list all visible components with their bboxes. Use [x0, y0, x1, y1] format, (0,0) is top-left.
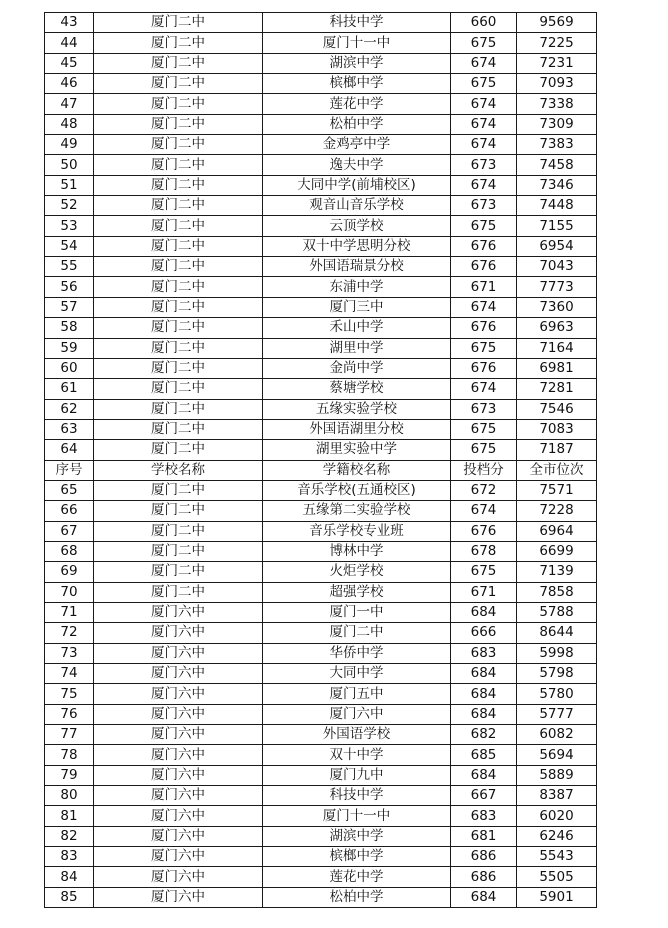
table-row: [45, 53, 597, 73]
cell-score: 675: [451, 338, 517, 358]
cell-registered-school: 厦门一中: [263, 602, 451, 622]
cell-registered-school: 云顶学校: [263, 216, 451, 236]
cell-city-rank: 5505: [517, 867, 597, 887]
table-row: [45, 582, 597, 602]
table-row: [45, 562, 597, 582]
cell-registered-school: 湖里实验中学: [263, 440, 451, 460]
cell-registered-school: 大同中学: [263, 664, 451, 684]
cell-score: 675: [451, 216, 517, 236]
cell-registered-school: 东浦中学: [263, 277, 451, 297]
cell-no: 55: [45, 257, 94, 277]
cell-city-rank: 6964: [517, 521, 597, 541]
cell-no: 84: [45, 867, 94, 887]
cell-school-name: 厦门六中: [94, 704, 263, 724]
cell-score: 672: [451, 480, 517, 500]
cell-city-rank: 5889: [517, 765, 597, 785]
cell-school-name: 厦门六中: [94, 806, 263, 826]
cell-school-name: 厦门二中: [94, 318, 263, 338]
cell-registered-school: 厦门五中: [263, 684, 451, 704]
cell-no: 73: [45, 643, 94, 663]
cell-city-rank: 7228: [517, 501, 597, 521]
cell-score: 683: [451, 643, 517, 663]
cell-no: 68: [45, 541, 94, 561]
table-row: [45, 745, 597, 765]
cell-score: 667: [451, 786, 517, 806]
table-row: [45, 155, 597, 175]
cell-city-rank: 6246: [517, 826, 597, 846]
cell-score: 682: [451, 725, 517, 745]
cell-registered-school: 槟榔中学: [263, 74, 451, 94]
header-score: 投档分: [451, 460, 517, 480]
cell-city-rank: 9569: [517, 13, 597, 33]
cell-score: 678: [451, 541, 517, 561]
cell-no: 77: [45, 725, 94, 745]
cell-score: 684: [451, 887, 517, 907]
header-school-name: 学校名称: [94, 460, 263, 480]
cell-city-rank: 6082: [517, 725, 597, 745]
cell-city-rank: 5777: [517, 704, 597, 724]
cell-score: 675: [451, 440, 517, 460]
cell-score: 671: [451, 582, 517, 602]
cell-score: 684: [451, 602, 517, 622]
table-row: [45, 114, 597, 134]
cell-school-name: 厦门六中: [94, 623, 263, 643]
cell-no: 43: [45, 13, 94, 33]
cell-registered-school: 双十中学: [263, 745, 451, 765]
cell-registered-school: 音乐学校专业班: [263, 521, 451, 541]
cell-no: 82: [45, 826, 94, 846]
table-row: [45, 501, 597, 521]
cell-city-rank: 6699: [517, 541, 597, 561]
cell-no: 80: [45, 786, 94, 806]
cell-score: 676: [451, 358, 517, 378]
cell-no: 48: [45, 114, 94, 134]
cell-no: 52: [45, 196, 94, 216]
table-row: [45, 867, 597, 887]
table-row: [45, 521, 597, 541]
cell-registered-school: 双十中学思明分校: [263, 236, 451, 256]
cell-registered-school: 超强学校: [263, 582, 451, 602]
table-row: [45, 33, 597, 53]
cell-no: 74: [45, 664, 94, 684]
cell-score: 675: [451, 33, 517, 53]
cell-score: 671: [451, 277, 517, 297]
table-row: [45, 135, 597, 155]
cell-city-rank: 7139: [517, 562, 597, 582]
cell-no: 50: [45, 155, 94, 175]
cell-registered-school: 金尚中学: [263, 358, 451, 378]
cell-school-name: 厦门二中: [94, 338, 263, 358]
cell-school-name: 厦门二中: [94, 501, 263, 521]
cell-no: 83: [45, 847, 94, 867]
cell-city-rank: 8387: [517, 786, 597, 806]
table-row: [45, 847, 597, 867]
cell-registered-school: 外国语湖里分校: [263, 419, 451, 439]
cell-score: 686: [451, 867, 517, 887]
cell-registered-school: 五缘实验学校: [263, 399, 451, 419]
cell-no: 69: [45, 562, 94, 582]
cell-city-rank: 6981: [517, 358, 597, 378]
cell-registered-school: 厦门十一中: [263, 33, 451, 53]
header-registered-school: 学籍校名称: [263, 460, 451, 480]
table-row: [45, 480, 597, 500]
cell-school-name: 厦门二中: [94, 196, 263, 216]
cell-score: 674: [451, 501, 517, 521]
table-row: [45, 379, 597, 399]
cell-registered-school: 槟榔中学: [263, 847, 451, 867]
table-row: [45, 175, 597, 195]
cell-no: 72: [45, 623, 94, 643]
cell-school-name: 厦门二中: [94, 53, 263, 73]
table-row: [45, 643, 597, 663]
cell-city-rank: 7043: [517, 257, 597, 277]
cell-school-name: 厦门六中: [94, 602, 263, 622]
cell-no: 60: [45, 358, 94, 378]
cell-school-name: 厦门二中: [94, 33, 263, 53]
cell-no: 76: [45, 704, 94, 724]
cell-no: 45: [45, 53, 94, 73]
cell-school-name: 厦门二中: [94, 155, 263, 175]
table-row: [45, 623, 597, 643]
cell-no: 59: [45, 338, 94, 358]
cell-score: 675: [451, 562, 517, 582]
cell-registered-school: 科技中学: [263, 13, 451, 33]
cell-school-name: 厦门二中: [94, 541, 263, 561]
cell-registered-school: 厦门十一中: [263, 806, 451, 826]
cell-registered-school: 蔡塘学校: [263, 379, 451, 399]
cell-school-name: 厦门二中: [94, 440, 263, 460]
cell-registered-school: 湖滨中学: [263, 53, 451, 73]
cell-score: 684: [451, 765, 517, 785]
cell-city-rank: 7225: [517, 33, 597, 53]
table-row: [45, 297, 597, 317]
cell-school-name: 厦门二中: [94, 297, 263, 317]
cell-city-rank: 7360: [517, 297, 597, 317]
cell-registered-school: 厦门九中: [263, 765, 451, 785]
cell-school-name: 厦门二中: [94, 94, 263, 114]
header-city-rank: 全市位次: [517, 460, 597, 480]
cell-no: 78: [45, 745, 94, 765]
cell-registered-school: 松柏中学: [263, 114, 451, 134]
cell-registered-school: 五缘第二实验学校: [263, 501, 451, 521]
cell-city-rank: 7773: [517, 277, 597, 297]
cell-score: 676: [451, 318, 517, 338]
cell-city-rank: 7093: [517, 74, 597, 94]
cell-school-name: 厦门二中: [94, 358, 263, 378]
cell-school-name: 厦门六中: [94, 745, 263, 765]
table-row: [45, 318, 597, 338]
cell-score: 660: [451, 13, 517, 33]
cell-registered-school: 音乐学校(五通校区): [263, 480, 451, 500]
cell-school-name: 厦门二中: [94, 562, 263, 582]
cell-score: 673: [451, 399, 517, 419]
cell-city-rank: 8644: [517, 623, 597, 643]
cell-city-rank: 5798: [517, 664, 597, 684]
table-row: [45, 74, 597, 94]
cell-score: 674: [451, 53, 517, 73]
table-body: [45, 13, 597, 908]
cell-school-name: 厦门二中: [94, 521, 263, 541]
table-row: [45, 725, 597, 745]
cell-school-name: 厦门二中: [94, 135, 263, 155]
header-no: 序号: [45, 460, 94, 480]
cell-score: 685: [451, 745, 517, 765]
cell-no: 66: [45, 501, 94, 521]
cell-score: 674: [451, 297, 517, 317]
cell-city-rank: 5901: [517, 887, 597, 907]
table-row: [45, 541, 597, 561]
cell-school-name: 厦门六中: [94, 765, 263, 785]
cell-city-rank: 7571: [517, 480, 597, 500]
cell-score: 684: [451, 704, 517, 724]
cell-city-rank: 7164: [517, 338, 597, 358]
cell-city-rank: 5998: [517, 643, 597, 663]
table-row: [45, 806, 597, 826]
cell-city-rank: 5694: [517, 745, 597, 765]
cell-no: 63: [45, 419, 94, 439]
cell-school-name: 厦门六中: [94, 684, 263, 704]
cell-city-rank: 6020: [517, 806, 597, 826]
cell-city-rank: 7281: [517, 379, 597, 399]
cell-registered-school: 莲花中学: [263, 867, 451, 887]
cell-no: 44: [45, 33, 94, 53]
cell-score: 674: [451, 135, 517, 155]
cell-city-rank: 7187: [517, 440, 597, 460]
table-row: [45, 216, 597, 236]
cell-city-rank: 7546: [517, 399, 597, 419]
cell-city-rank: 5780: [517, 684, 597, 704]
cell-score: 673: [451, 196, 517, 216]
cell-no: 47: [45, 94, 94, 114]
cell-no: 79: [45, 765, 94, 785]
cell-registered-school: 厦门二中: [263, 623, 451, 643]
table-row: [45, 196, 597, 216]
cell-no: 70: [45, 582, 94, 602]
cell-school-name: 厦门二中: [94, 480, 263, 500]
cell-registered-school: 湖里中学: [263, 338, 451, 358]
cell-school-name: 厦门六中: [94, 725, 263, 745]
cell-registered-school: 禾山中学: [263, 318, 451, 338]
cell-school-name: 厦门二中: [94, 13, 263, 33]
cell-school-name: 厦门二中: [94, 379, 263, 399]
cell-score: 676: [451, 257, 517, 277]
table-row: [45, 338, 597, 358]
table-row: [45, 419, 597, 439]
cell-school-name: 厦门二中: [94, 74, 263, 94]
cell-city-rank: 7458: [517, 155, 597, 175]
table-row: [45, 887, 597, 907]
cell-city-rank: 7309: [517, 114, 597, 134]
cell-city-rank: 7155: [517, 216, 597, 236]
cell-no: 67: [45, 521, 94, 541]
table-row: [45, 94, 597, 114]
cell-city-rank: 7346: [517, 175, 597, 195]
cell-score: 674: [451, 94, 517, 114]
table-row: [45, 602, 597, 622]
table-row: [45, 826, 597, 846]
cell-city-rank: 7338: [517, 94, 597, 114]
cell-city-rank: 7448: [517, 196, 597, 216]
cell-school-name: 厦门二中: [94, 419, 263, 439]
cell-no: 75: [45, 684, 94, 704]
cell-city-rank: 6963: [517, 318, 597, 338]
cell-score: 684: [451, 664, 517, 684]
table-row: [45, 399, 597, 419]
cell-no: 71: [45, 602, 94, 622]
table-row: [45, 13, 597, 33]
cell-score: 684: [451, 684, 517, 704]
cell-city-rank: 7858: [517, 582, 597, 602]
cell-registered-school: 科技中学: [263, 786, 451, 806]
cell-no: 57: [45, 297, 94, 317]
cell-city-rank: 7083: [517, 419, 597, 439]
cell-school-name: 厦门六中: [94, 786, 263, 806]
cell-score: 674: [451, 379, 517, 399]
cell-registered-school: 外国语瑞景分校: [263, 257, 451, 277]
cell-registered-school: 火炬学校: [263, 562, 451, 582]
cell-registered-school: 观音山音乐学校: [263, 196, 451, 216]
cell-school-name: 厦门六中: [94, 826, 263, 846]
header-row: [45, 460, 597, 480]
cell-no: 65: [45, 480, 94, 500]
cell-score: 681: [451, 826, 517, 846]
cell-school-name: 厦门六中: [94, 847, 263, 867]
cell-registered-school: 华侨中学: [263, 643, 451, 663]
cell-school-name: 厦门二中: [94, 277, 263, 297]
cell-school-name: 厦门二中: [94, 236, 263, 256]
cell-score: 675: [451, 419, 517, 439]
cell-no: 46: [45, 74, 94, 94]
cell-school-name: 厦门二中: [94, 114, 263, 134]
cell-no: 81: [45, 806, 94, 826]
cell-score: 673: [451, 155, 517, 175]
table-row: [45, 704, 597, 724]
cell-registered-school: 大同中学(前埔校区): [263, 175, 451, 195]
cell-city-rank: 7231: [517, 53, 597, 73]
table-row: [45, 765, 597, 785]
cell-registered-school: 湖滨中学: [263, 826, 451, 846]
cell-registered-school: 厦门六中: [263, 704, 451, 724]
table-row: [45, 684, 597, 704]
cell-score: 674: [451, 114, 517, 134]
table-row: [45, 786, 597, 806]
cell-score: 675: [451, 74, 517, 94]
cell-school-name: 厦门六中: [94, 867, 263, 887]
cell-no: 61: [45, 379, 94, 399]
cell-school-name: 厦门六中: [94, 887, 263, 907]
table-row: [45, 358, 597, 378]
cell-score: 683: [451, 806, 517, 826]
table-row: [45, 440, 597, 460]
cell-school-name: 厦门六中: [94, 643, 263, 663]
cell-no: 62: [45, 399, 94, 419]
cell-school-name: 厦门二中: [94, 216, 263, 236]
cell-city-rank: 6954: [517, 236, 597, 256]
cell-no: 51: [45, 175, 94, 195]
cell-city-rank: 5543: [517, 847, 597, 867]
table-row: [45, 664, 597, 684]
cell-no: 58: [45, 318, 94, 338]
cell-score: 676: [451, 521, 517, 541]
cell-school-name: 厦门六中: [94, 664, 263, 684]
cell-city-rank: 5788: [517, 602, 597, 622]
table-row: [45, 236, 597, 256]
cell-school-name: 厦门二中: [94, 257, 263, 277]
cell-registered-school: 松柏中学: [263, 887, 451, 907]
cell-school-name: 厦门二中: [94, 582, 263, 602]
cell-registered-school: 外国语学校: [263, 725, 451, 745]
cell-no: 56: [45, 277, 94, 297]
admission-score-table: [44, 12, 597, 908]
cell-registered-school: 金鸡亭中学: [263, 135, 451, 155]
cell-school-name: 厦门二中: [94, 175, 263, 195]
cell-school-name: 厦门二中: [94, 399, 263, 419]
cell-score: 686: [451, 847, 517, 867]
cell-registered-school: 逸夫中学: [263, 155, 451, 175]
cell-no: 54: [45, 236, 94, 256]
cell-score: 666: [451, 623, 517, 643]
cell-registered-school: 莲花中学: [263, 94, 451, 114]
cell-no: 53: [45, 216, 94, 236]
cell-no: 85: [45, 887, 94, 907]
cell-registered-school: 厦门三中: [263, 297, 451, 317]
table-row: [45, 257, 597, 277]
cell-score: 674: [451, 175, 517, 195]
cell-score: 676: [451, 236, 517, 256]
cell-registered-school: 博林中学: [263, 541, 451, 561]
cell-city-rank: 7383: [517, 135, 597, 155]
table-row: [45, 277, 597, 297]
cell-no: 64: [45, 440, 94, 460]
cell-no: 49: [45, 135, 94, 155]
